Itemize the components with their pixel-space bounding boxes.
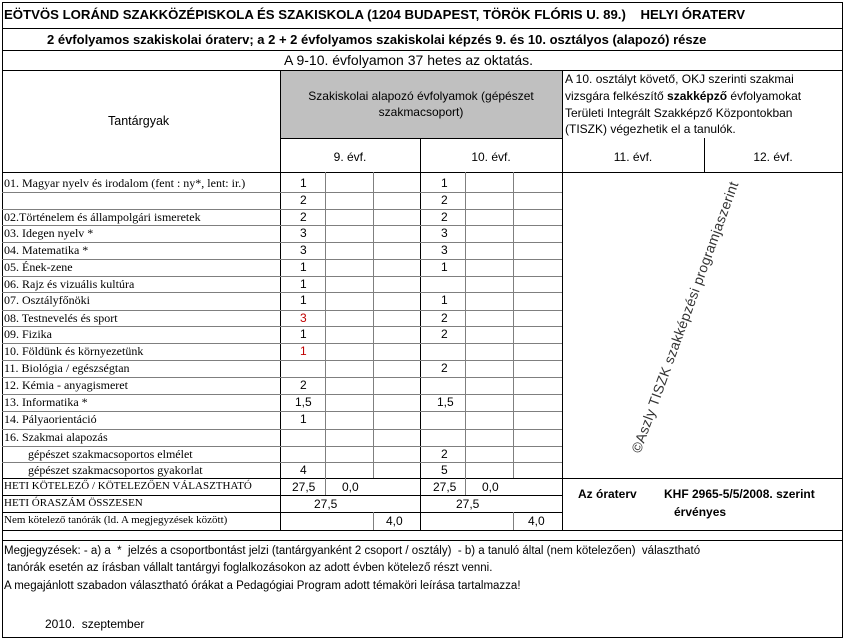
- sum-label: HETI ÓRASZÁM ÖSSZESEN: [4, 497, 143, 509]
- notes-date: 2010. szeptember: [45, 617, 145, 631]
- grade-10-hours: 2: [441, 210, 448, 224]
- grid-hline: [2, 172, 843, 173]
- tiszk-note-line1: A 10. osztályt követő, OKJ szerinti szakmai: [565, 72, 794, 86]
- notes-line3: A megajánlott szabadon választható órákat a Pedagógiai Program adott témaköri leírása tartalmazza!: [4, 580, 521, 592]
- grid-vline: [513, 512, 514, 530]
- subject-name: 16. Szakmai alapozás: [4, 430, 108, 444]
- grid-hline: [280, 138, 562, 139]
- subject-name: 10. Földünk és környezetünk: [4, 344, 144, 358]
- grade-10-header: 10. évf.: [471, 150, 511, 164]
- grid-hline: [2, 209, 562, 210]
- grade-9-hours: 1: [300, 176, 307, 190]
- subject-name: 04. Matematika *: [4, 243, 89, 257]
- subject-name: 05. Ének-zene: [4, 260, 73, 274]
- foundation-header: Szakiskolai alapozó évfolyamok (gépészet szakmacsoport): [308, 89, 534, 119]
- optional-g10: 4,0: [528, 514, 545, 528]
- subject-name: 03. Idegen nyelv *: [4, 226, 94, 240]
- weeks-info: A 9-10. évfolyamon 37 hetes az oktatás.: [284, 52, 534, 68]
- subject-name: 13. Informatika *: [4, 395, 88, 409]
- grade-9-hours: 4: [300, 463, 307, 477]
- grid-hline: [2, 2, 843, 3]
- totals-label: HETI KÖTELEZŐ / KÖTELEZŐEN VÁLASZTHATÓ: [4, 480, 252, 492]
- grid-vline: [465, 172, 466, 478]
- grid-vline: [2, 2, 3, 637]
- subject-name: 09. Fizika: [4, 327, 52, 341]
- grade-9-hours: 1: [300, 327, 307, 341]
- grade-9-hours: 3: [300, 311, 307, 325]
- grid-hline: [2, 462, 562, 463]
- grid-hline: [2, 478, 843, 479]
- grid-vline: [373, 512, 374, 530]
- grade-10-hours: 1,5: [437, 395, 454, 409]
- optional-g9: 4,0: [386, 514, 403, 528]
- grid-vline: [842, 2, 843, 637]
- totals-g9-b: 0,0: [342, 480, 359, 494]
- totals-g9-a: 27,5: [292, 480, 316, 494]
- grid-hline: [2, 276, 562, 277]
- grid-hline: [2, 411, 562, 412]
- grid-hline: [2, 429, 562, 430]
- subject-name: 08. Testnevelés és sport: [4, 311, 118, 325]
- grid-vline: [420, 138, 421, 530]
- grid-hline: [2, 225, 562, 226]
- validity-label: Az óraterv: [578, 487, 637, 501]
- grade-9-hours: 1: [300, 260, 307, 274]
- tiszk-note-bold: szakképző: [667, 89, 728, 103]
- grid-hline: [2, 310, 562, 311]
- grid-hline: [2, 50, 843, 51]
- subject-name: 01. Magyar nyelv és irodalom (fent : ny*, lent: ir.): [4, 176, 246, 190]
- grade-9-hours: 2: [300, 193, 307, 207]
- sum-g10: 27,5: [456, 497, 480, 511]
- grade-10-hours: 3: [441, 243, 448, 257]
- grid-hline: [2, 70, 843, 71]
- subject-name: 11. Biológia / egészségtan: [4, 361, 130, 375]
- grid-vline: [562, 70, 563, 478]
- page-title: EÖTVÖS LORÁND SZAKKÖZÉPISKOLA ÉS SZAKISKOLA (1204 BUDAPEST, TÖRÖK FLÓRIS U. 89.) HELYI ÓRATERV: [4, 7, 746, 22]
- grade-9-hours: 2: [300, 378, 307, 392]
- grid-vline: [513, 172, 514, 478]
- tiszk-note-line3: Területi Integrált Szakképző Központokban: [565, 106, 793, 120]
- tiszk-note-line2-post: évfolyamokat: [727, 89, 802, 103]
- grade-10-hours: 2: [441, 327, 448, 341]
- subject-name: 12. Kémia - anyagismeret: [4, 378, 128, 392]
- subject-name: gépészet szakmacsoportos gyakorlat: [28, 463, 203, 477]
- tiszk-note-line2: [565, 89, 801, 103]
- grid-hline: [2, 394, 562, 395]
- subject-name: 07. Osztályfőnöki: [4, 293, 90, 307]
- grid-hline: [2, 446, 562, 447]
- grid-vline: [280, 70, 281, 530]
- grade-10-hours: 2: [441, 447, 448, 461]
- grade-10-hours: 2: [441, 193, 448, 207]
- grid-hline: [2, 292, 562, 293]
- watermark-text: ©Aszly TISZK szakképzési programjaszerint: [628, 179, 742, 455]
- grid-hline: [2, 343, 562, 344]
- validity-ref: KHF 2965-5/5/2008. szerint: [664, 487, 815, 501]
- subject-name: gépészet szakmacsoportos elmélet: [28, 447, 193, 461]
- grade-9-header: 9. évf.: [333, 150, 367, 164]
- grid-hline: [2, 530, 843, 531]
- grade-12-header: 12. évf.: [753, 150, 793, 164]
- tiszk-note-line4: (TISZK) végezhetik el a tanulók.: [565, 122, 736, 136]
- grade-9-hours: 2: [300, 210, 307, 224]
- grade-9-hours: 1: [300, 344, 307, 358]
- grid-vline: [325, 478, 326, 495]
- grid-hline: [2, 259, 562, 260]
- grade-10-hours: 5: [441, 463, 448, 477]
- grid-hline: [2, 242, 562, 243]
- grid-vline: [562, 478, 563, 530]
- grid-hline: [2, 360, 562, 361]
- grade-9-hours: 3: [300, 226, 307, 240]
- grade-10-hours: 2: [441, 311, 448, 325]
- grade-10-hours: 2: [441, 361, 448, 375]
- grid-vline: [373, 172, 374, 478]
- grid-vline: [465, 478, 466, 495]
- totals-g10-a: 27,5: [433, 480, 457, 494]
- grade-9-hours: 1: [300, 293, 307, 307]
- grade-10-hours: 1: [441, 293, 448, 307]
- grid-hline: [2, 326, 562, 327]
- grade-9-hours: 1,5: [295, 395, 312, 409]
- grade-10-hours: 1: [441, 260, 448, 274]
- grade-9-hours: 1: [300, 277, 307, 291]
- notes-line2: tanórák esetén az írásban vállalt tantárgyi foglalkozásokon az adott évben kötelező részt venni.: [4, 562, 493, 574]
- grid-hline: [2, 192, 562, 193]
- notes-line1: Megjegyzések: - a) a * jelzés a csoportbontást jelzi (tantárgyanként 2 csoport / osztály) - b) a tanuló által (nem kötelezően) választható: [4, 545, 701, 557]
- grid-hline: [2, 377, 562, 378]
- subject-name: 14. Pályaorientáció: [4, 412, 97, 426]
- totals-g10-b: 0,0: [482, 480, 499, 494]
- subject-name: 06. Rajz és vizuális kultúra: [4, 277, 135, 291]
- validity-status: érvényes: [674, 505, 727, 519]
- page-subtitle: 2 évfolyamos szakiskolai óraterv; a 2 + 2 évfolyamos szakiskolai képzés 9. és 10. osztályos (alapozó) része: [47, 32, 707, 47]
- grid-hline: [2, 28, 843, 29]
- grid-hline: [2, 540, 843, 541]
- grade-9-hours: 1: [300, 412, 307, 426]
- grade-10-hours: 1: [441, 176, 448, 190]
- subjects-header: Tantárgyak: [108, 114, 170, 128]
- grade-9-hours: 3: [300, 243, 307, 257]
- sum-g9: 27,5: [314, 497, 338, 511]
- grid-vline: [704, 138, 705, 172]
- grade-11-header: 11. évf.: [613, 150, 653, 164]
- optional-label: Nem kötelező tanórák (ld. A megjegyzések között): [4, 514, 228, 526]
- grid-vline: [325, 172, 326, 478]
- grid-hline: [2, 512, 562, 513]
- grid-hline: [2, 495, 562, 496]
- subject-name: 02.Történelem és állampolgári ismeretek: [4, 210, 201, 224]
- tiszk-note-line2-pre: vizsgára felkészítő: [565, 89, 668, 103]
- grade-10-hours: 3: [441, 226, 448, 240]
